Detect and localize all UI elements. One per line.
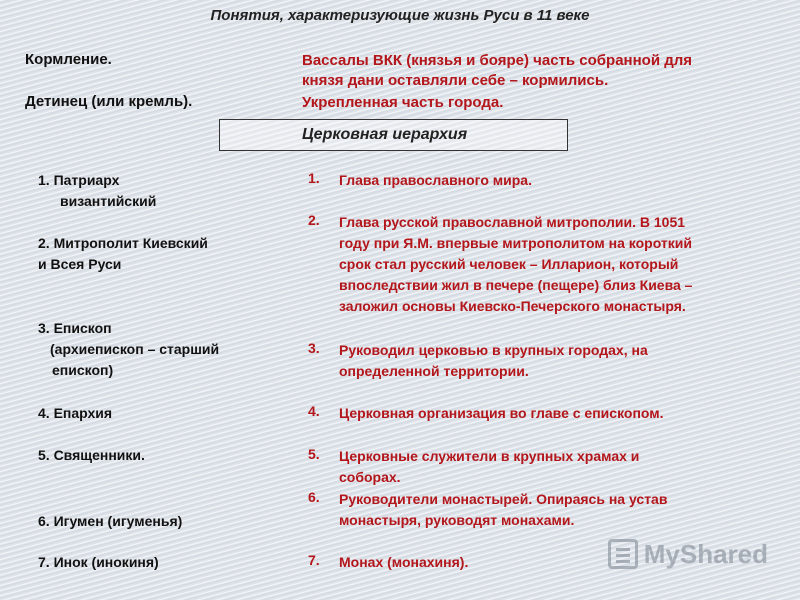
- hierarchy-line: 3. Епископ: [38, 320, 112, 336]
- hierarchy-line: 7. Инок (инокиня): [38, 554, 159, 570]
- description-number: 4.: [308, 403, 320, 419]
- description-item-2: [308, 212, 692, 317]
- hierarchy-line: епископ): [52, 362, 114, 378]
- def-line: Укрепленная часть города.: [302, 94, 504, 111]
- description-item-4: [308, 403, 664, 424]
- description-line: Руководил церковью в крупных городах, на: [339, 342, 648, 358]
- hierarchy-item-7: [38, 552, 159, 573]
- description-item-1: [308, 170, 532, 191]
- description-line: заложил основы Киевско-Печерского монастыря.: [339, 298, 686, 314]
- def-line: князя дани оставляли себе – кормились.: [302, 72, 609, 89]
- description-item-5: [308, 446, 639, 488]
- hierarchy-line: 5. Священники.: [38, 447, 145, 463]
- description-line: Церковные служители в крупных храмах и: [339, 448, 640, 464]
- def-kormlenie: [302, 51, 692, 91]
- description-number: 5.: [308, 446, 320, 462]
- description-number: 7.: [308, 552, 320, 568]
- description-text: [339, 446, 639, 488]
- hierarchy-line: 1. Патриарх: [38, 172, 120, 188]
- def-line: Вассалы ВКК (князья и бояре) часть собранной для: [302, 52, 693, 69]
- term-kormlenie: Кормление.: [25, 51, 112, 68]
- hierarchy-line: (архиепископ – старший: [50, 341, 220, 357]
- description-line: Церковная организация во главе с епископом.: [339, 405, 664, 421]
- description-number: 3.: [308, 340, 320, 356]
- description-line: году при Я.М. впервые митрополитом на короткий: [339, 235, 692, 251]
- description-text: [339, 403, 664, 424]
- watermark: [608, 534, 768, 574]
- description-line: Глава православного мира.: [339, 172, 532, 188]
- hierarchy-line: византийский: [60, 193, 157, 209]
- description-line: Глава русской православной митрополии. В 1051: [339, 214, 686, 230]
- presentation-board-icon: [608, 539, 638, 569]
- page-title: Понятия, характеризующие жизнь Руси в 11 веке: [210, 7, 590, 24]
- hierarchy-item-6: [38, 511, 182, 532]
- description-line: соборах.: [339, 469, 401, 485]
- description-line: впоследствии жил в печере (пещере) близ Киева –: [339, 277, 693, 293]
- description-number: 6.: [308, 489, 320, 505]
- watermark-text: MyShared: [643, 538, 768, 569]
- description-number: 2.: [308, 212, 320, 228]
- description-item-3: [308, 340, 648, 382]
- description-line: определенной территории.: [339, 363, 529, 379]
- hierarchy-item-3: [38, 318, 219, 381]
- description-text: [339, 552, 468, 573]
- description-text: [339, 212, 692, 317]
- description-number: 1.: [308, 170, 320, 186]
- term-detinets: Детинец (или кремль).: [25, 93, 193, 110]
- hierarchy-item-4: [38, 403, 112, 424]
- hierarchy-item-5: [38, 445, 145, 466]
- description-line: срок стал русский человек – Илларион, который: [339, 256, 679, 272]
- hierarchy-line: и Всея Руси: [38, 256, 122, 272]
- hierarchy-line: 4. Епархия: [38, 405, 113, 421]
- description-line: монастыря, руководят монахами.: [339, 512, 575, 528]
- description-text: [339, 489, 667, 531]
- hierarchy-item-1: [38, 170, 156, 212]
- description-text: [339, 170, 532, 191]
- description-item-7: [308, 552, 468, 573]
- hierarchy-line: 2. Митрополит Киевский: [38, 235, 208, 251]
- hierarchy-line: 6. Игумен (игуменья): [38, 513, 183, 529]
- section-header-box: [219, 119, 568, 151]
- description-line: Руководители монастырей. Опираясь на устав: [339, 491, 668, 507]
- description-text: [339, 340, 648, 382]
- def-detinets: [302, 93, 503, 113]
- description-line: Монах (монахиня).: [339, 554, 469, 570]
- section-title: Церковная иерархия: [302, 126, 468, 143]
- hierarchy-item-2: [38, 233, 208, 275]
- description-item-6: [308, 489, 667, 531]
